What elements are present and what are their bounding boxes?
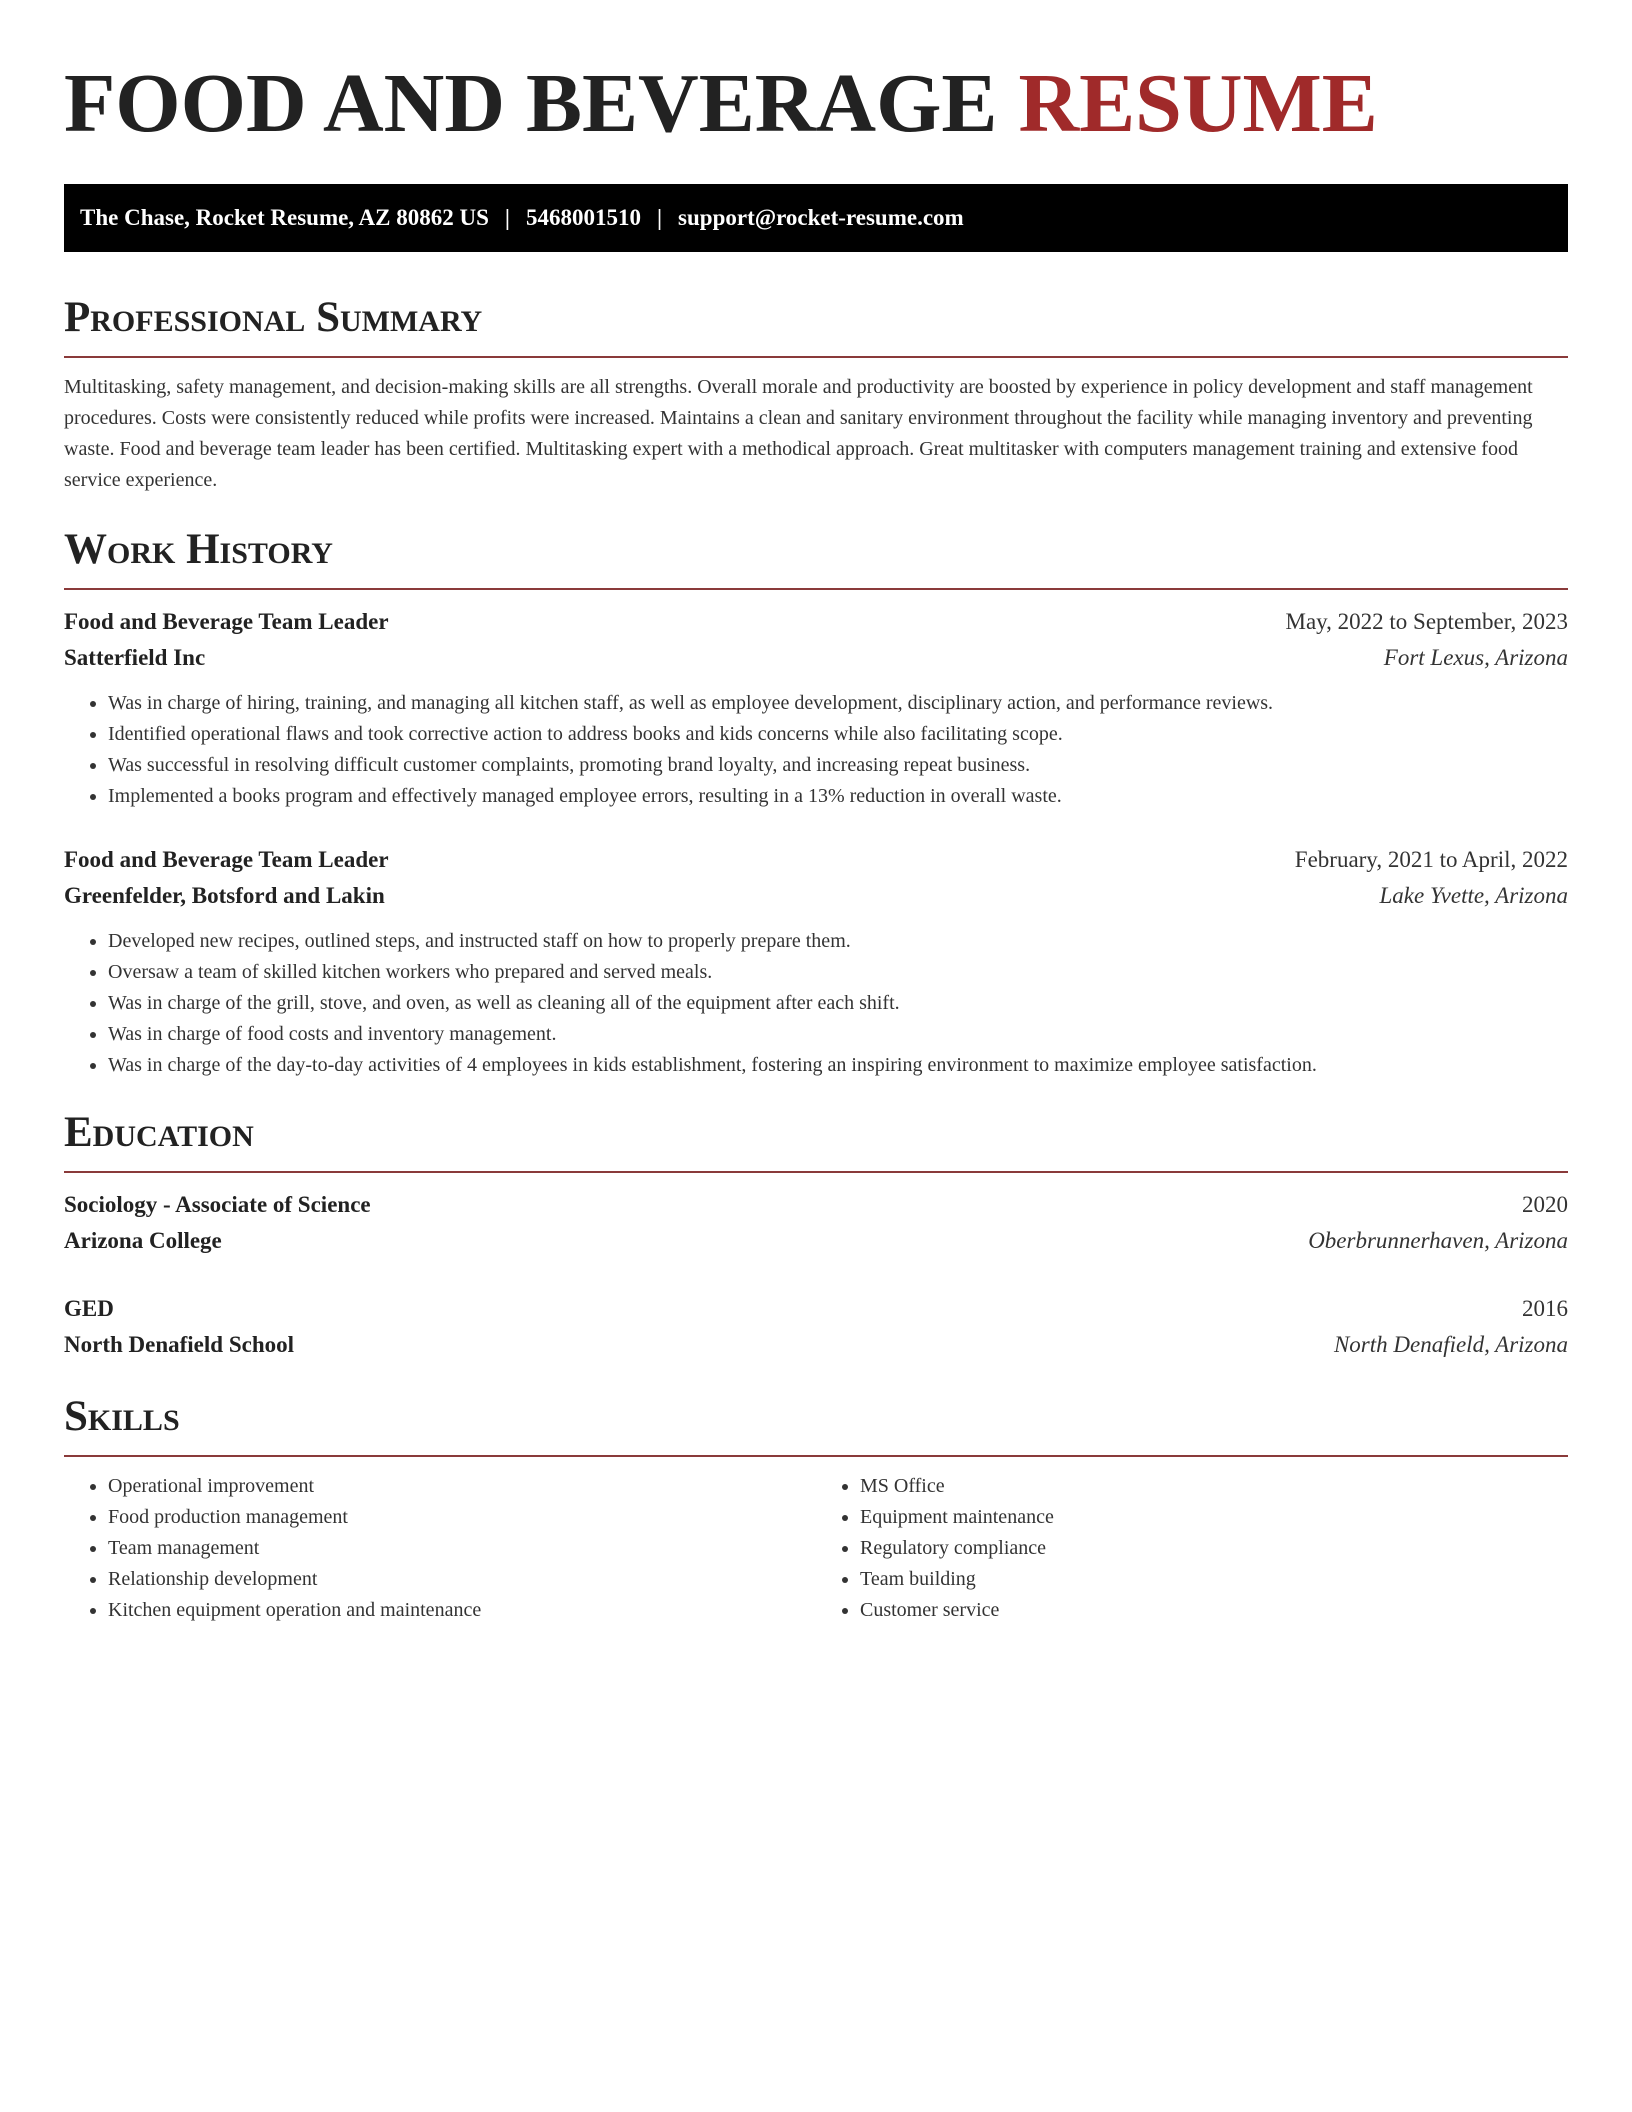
contact-separator: |	[656, 205, 663, 230]
job-header-row	[64, 842, 1568, 878]
job-location: Lake Yvette, Arizona	[1379, 883, 1568, 908]
education-location: North Denafield, Arizona	[1333, 1332, 1568, 1357]
job-entry	[64, 842, 1568, 1081]
skill-item: • Customer service	[860, 1595, 1568, 1626]
section-divider	[64, 1455, 1568, 1457]
skill-item: • Operational improvement	[108, 1471, 816, 1502]
job-title: Food and Beverage Team Leader	[64, 609, 389, 634]
skills-section	[64, 1393, 1568, 1626]
job-company: Satterfield Inc	[64, 645, 206, 670]
contact-email: support@rocket-resume.com	[678, 205, 964, 230]
skill-item: • MS Office	[860, 1471, 1568, 1502]
job-bullet: • Implemented a books program and effectively managed employee errors, resulting in a 13% reduction in overall waste.	[108, 781, 1568, 812]
education-degree: Sociology - Associate of Science	[64, 1192, 371, 1217]
job-header-row	[64, 604, 1568, 640]
education-year: 2016	[1522, 1296, 1568, 1321]
job-bullet: • Was in charge of the day-to-day activities of 4 employees in kids establishment, fostering an inspiring environment to maximize employee satisfaction.	[108, 1050, 1568, 1081]
resume-title	[64, 56, 1568, 152]
summary-text: Multitasking, safety management, and decision-making skills are all strengths. Overall morale and productivity are boosted by experience in policy development and staff management procedures. Costs were consistently reduced while profits were increased. Maintains a clean and sanitary environment throughout the facility while managing inventory and preventing waste. Food and beverage team leader has been certified. Multitasking expert with a methodical approach. Great multitasker with computers management training and extensive food service experience.	[64, 376, 1533, 491]
skill-item: • Equipment maintenance	[860, 1502, 1568, 1533]
education-heading: Education	[64, 1109, 254, 1156]
work-history-heading: Work History	[64, 526, 333, 573]
job-bullet: • Was in charge of food costs and inventory management.	[108, 1019, 1568, 1050]
education-section	[64, 1109, 1568, 1363]
title-main: FOOD AND BEVERAGE	[64, 57, 998, 150]
skill-item: • Relationship development	[108, 1564, 816, 1595]
title-accent: RESUME	[1018, 57, 1378, 150]
education-school: Arizona College	[64, 1228, 222, 1253]
summary-section	[64, 294, 1568, 496]
skill-item: • Food production management	[108, 1502, 816, 1533]
skills-list-left	[64, 1471, 816, 1626]
job-location: Fort Lexus, Arizona	[1383, 645, 1568, 670]
job-bullet: • Was successful in resolving difficult customer complaints, promoting brand loyalty, and increasing repeat business.	[108, 750, 1568, 781]
job-dates: May, 2022 to September, 2023	[1285, 609, 1568, 634]
section-divider	[64, 588, 1568, 590]
education-degree: GED	[64, 1296, 114, 1321]
contact-separator: |	[504, 205, 510, 230]
job-company: Greenfelder, Botsford and Lakin	[64, 883, 385, 908]
job-bullet: • Developed new recipes, outlined steps, and instructed staff on how to properly prepare them.	[108, 926, 1568, 957]
job-bullets	[64, 688, 1568, 812]
education-header-row	[64, 1291, 1568, 1327]
education-year: 2020	[1522, 1192, 1568, 1217]
work-history-section	[64, 526, 1568, 1081]
job-company-row	[64, 878, 1568, 914]
skill-item: • Regulatory compliance	[860, 1533, 1568, 1564]
skill-item: • Kitchen equipment operation and maintenance	[108, 1595, 816, 1626]
section-divider	[64, 1171, 1568, 1173]
job-company-row	[64, 640, 1568, 676]
job-dates: February, 2021 to April, 2022	[1294, 847, 1568, 872]
skill-item: • Team building	[860, 1564, 1568, 1595]
job-bullet: • Oversaw a team of skilled kitchen workers who prepared and served meals.	[108, 957, 1568, 988]
skills-heading: Skills	[64, 1393, 180, 1440]
summary-heading: Professional Summary	[64, 294, 483, 341]
contact-address: The Chase, Rocket Resume, AZ 80862 US	[80, 205, 489, 230]
education-entry	[64, 1291, 1568, 1363]
education-school-row	[64, 1327, 1568, 1363]
job-bullet: • Was in charge of the grill, stove, and oven, as well as cleaning all of the equipment after each shift.	[108, 988, 1568, 1019]
job-bullet: • Was in charge of hiring, training, and managing all kitchen staff, as well as employee development, disciplinary action, and performance reviews.	[108, 688, 1568, 719]
skill-item: • Team management	[108, 1533, 816, 1564]
education-header-row	[64, 1187, 1568, 1223]
contact-bar	[64, 184, 1568, 252]
education-school-row	[64, 1223, 1568, 1259]
contact-phone: 5468001510	[525, 205, 641, 230]
skills-grid	[64, 1471, 1568, 1626]
education-school: North Denafield School	[64, 1332, 294, 1357]
section-divider	[64, 356, 1568, 358]
education-entry	[64, 1187, 1568, 1259]
education-location: Oberbrunnerhaven, Arizona	[1308, 1228, 1568, 1253]
job-bullets	[64, 926, 1568, 1081]
job-title: Food and Beverage Team Leader	[64, 847, 389, 872]
job-entry	[64, 604, 1568, 812]
skills-list-right	[816, 1471, 1568, 1626]
job-bullet: • Identified operational flaws and took corrective action to address books and kids concerns while also facilitating scope.	[108, 719, 1568, 750]
